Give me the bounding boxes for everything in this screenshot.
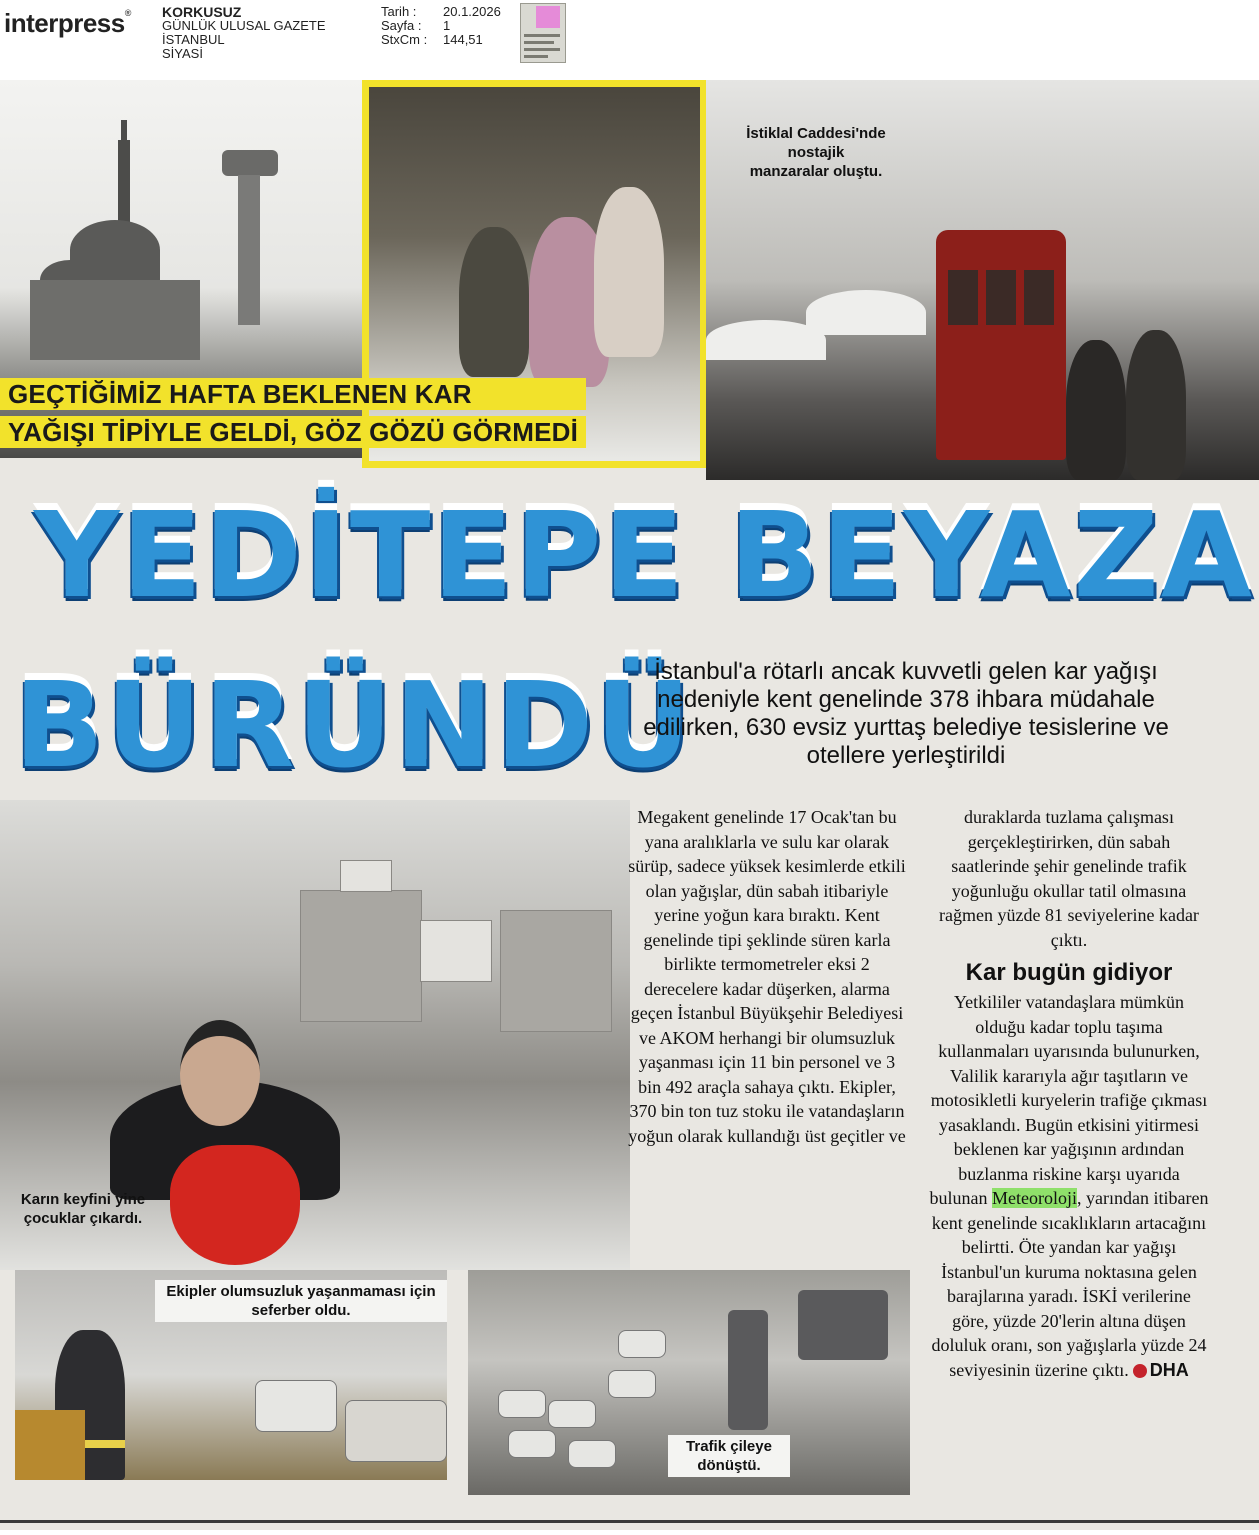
caption-traffic: Trafik çileye dönüştü. — [668, 1435, 790, 1477]
body-column-2-top: duraklarda tuzlama çalışması gerçekleştirirken, dün sabah saatlerinde şehir genelinde trafik yoğunluğu okullar tatil olmasına rağmen yüzde 81 seviyelerine kadar çıktı. — [939, 807, 1199, 950]
page-bottom-rule — [0, 1520, 1259, 1523]
stxcm-label: StxCm : — [381, 32, 428, 47]
publication-city: İSTANBUL — [162, 32, 225, 47]
photo-istiklal-tram — [706, 80, 1259, 480]
headline-line-2: BÜRÜNDÜ — [14, 656, 693, 794]
caption-children: Karın keyfini yine çocuklar çıkardı. — [20, 1191, 146, 1227]
photo-crews — [15, 1270, 447, 1480]
source-dot-icon — [1133, 1364, 1147, 1378]
body-column-1: Megakent genelinde 17 Ocak'tan bu yana aralıklarla ve sulu kar olarak sürüp, sadece yüksek kesimlerde etkili olan yağışlar, dün sabah itibariyle yerine yoğun kara bıraktı. Kent genelinde tipi şeklinde süren karla birlikte termometreler eksi 2 derecelere kadar düşerken, alarma geçen İstanbul Büyükşehir Belediyesi ve AKOM herhangi bir olumsuzluk yaşanması için 11 bin personel ve 3 bin 492 araçla sahaya çıktı. Ekipler, 370 bin ton tuz stoku ile vatandaşların yoğun olarak kullandığı üst geçitler ve — [628, 807, 906, 1146]
publication-name: KORKUSUZ — [162, 4, 242, 20]
publication-info — [162, 5, 326, 61]
page-value: 1 — [443, 18, 451, 33]
source-credit: DHA — [1149, 1359, 1189, 1380]
caption-crews: Ekipler olumsuzluk yaşanmaması için seferber oldu. — [155, 1280, 447, 1322]
article-deck: İstanbul'a rötarlı ancak kuvvetli gelen kar yağışı nedeniyle kent genelinde 378 ihbara müdahale edilirken, 630 evsiz yurttaş belediye tesislerine ve otellere yerleştirildi — [643, 658, 1169, 769]
highlighted-keyword[interactable]: Meteoroloji — [992, 1188, 1078, 1208]
subheading: Kar bugün gidiyor — [965, 959, 1173, 986]
page-thumbnail[interactable] — [520, 3, 566, 63]
kicker-line-1: GEÇTİĞİMİZ HAFTA BEKLENEN KAR — [0, 378, 586, 410]
body-column-2-text: Yetkililer vatandaşlara mümkün olduğu kadar toplu taşıma kullanmaları uyarısında bulunurken, Valilik kararıyla ağır taşıtların ve motosikletli kuryelerin trafiğe çıkması yasaklandı. Bugün etkisini yitirmesi beklenen kar yağışının ardından buzlanma riskine karşı uyarıda bulunan Meteoroloji, yarından itibaren kent genelinde sıcaklıkların artacağını belirtti. Öte yandan kar yağışı İstanbul'un kuruma noktasına gelen barajlarına yaradı. İSKİ verilerine göre, yüzde 20'lerin altına düşen doluluk oranı, son yağışlarla yüzde 24 seviyesinin üzerine çıktı. DHA — [929, 992, 1209, 1380]
clipping-meta — [381, 5, 501, 47]
publication-type: GÜNLÜK ULUSAL GAZETE — [162, 18, 326, 33]
photo-traffic — [468, 1270, 910, 1495]
photo-city-children — [0, 800, 630, 1270]
date-label: Tarih : — [381, 4, 417, 19]
stxcm-value: 144,51 — [443, 32, 483, 47]
publication-category: SİYASİ — [162, 46, 203, 61]
clipping-header — [0, 0, 1259, 78]
date-value: 20.1.2026 — [443, 4, 501, 19]
kicker-banner — [0, 378, 586, 454]
kicker-line-2: YAĞIŞI TİPİYLE GELDİ, GÖZ GÖZÜ GÖRMEDİ — [0, 416, 586, 448]
body-column-2 — [928, 805, 1210, 1382]
newspaper-clipping — [0, 80, 1259, 1530]
caption-istiklal: İstiklal Caddesi'nde nostajik manzaralar oluştu. — [746, 125, 886, 180]
interpress-logo: interpress® — [4, 8, 131, 38]
headline-line-1: YEDİTEPE BEYAZA — [34, 486, 1255, 624]
page-label: Sayfa : — [381, 18, 422, 33]
